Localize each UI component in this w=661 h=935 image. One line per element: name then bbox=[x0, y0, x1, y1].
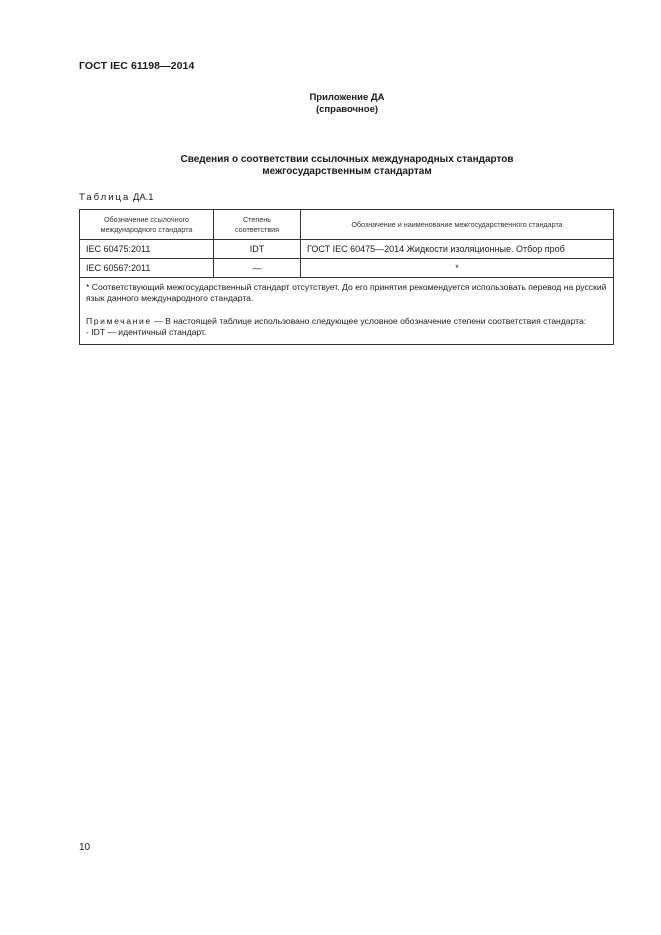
cell-national-standard: ГОСТ IEC 60475—2014 Жидкости изоляционные. Отбор проб bbox=[301, 240, 614, 259]
cell-degree: — bbox=[214, 259, 301, 278]
appendix-title: Приложение ДА bbox=[309, 92, 385, 103]
table-header-row bbox=[80, 210, 614, 240]
table-caption bbox=[79, 192, 154, 203]
table-row bbox=[80, 240, 614, 259]
table-caption-word: Таблица bbox=[79, 192, 131, 203]
reference-standards-table bbox=[79, 209, 614, 345]
column-header-national-standard: Обозначение и наименование межгосударственного стандарта bbox=[301, 210, 614, 240]
section-title-line1: Сведения о соответствии ссылочных международных стандартов bbox=[180, 154, 514, 165]
table-row bbox=[80, 259, 614, 278]
cell-degree: IDT bbox=[214, 240, 301, 259]
note-text: — В настоящей таблице использовано следующее условное обозначение степени соответствия стандарта: bbox=[151, 316, 587, 326]
section-title-line2: межгосударственным стандартам bbox=[262, 166, 432, 177]
page-number: 10 bbox=[79, 842, 91, 853]
cell-intl-standard: IEC 60475:2011 bbox=[80, 240, 214, 259]
column-header-intl-standard: Обозначение ссылочного международного стандарта bbox=[80, 210, 214, 240]
appendix-heading bbox=[0, 92, 661, 116]
cell-national-standard: * bbox=[301, 259, 614, 278]
section-heading bbox=[0, 154, 661, 178]
table-notes-row bbox=[80, 278, 614, 345]
table-caption-number: ДА.1 bbox=[132, 192, 154, 203]
table-footnote: * Соответствующий межгосударственный стандарт отсутствует. До его принятия рекомендуется использовать перевод на русский язык данного международного стандарта. bbox=[86, 282, 607, 303]
note-item: - IDT — идентичный стандарт. bbox=[86, 327, 207, 337]
column-header-degree: Степень соответствия bbox=[214, 210, 301, 240]
note-label: Примечание bbox=[86, 316, 152, 326]
table-notes-cell bbox=[80, 278, 614, 345]
document-header: ГОСТ IEC 61198—2014 bbox=[79, 60, 195, 72]
table-note bbox=[86, 316, 607, 327]
appendix-subtitle: (справочное) bbox=[315, 104, 379, 115]
cell-intl-standard: IEC 60567:2011 bbox=[80, 259, 214, 278]
